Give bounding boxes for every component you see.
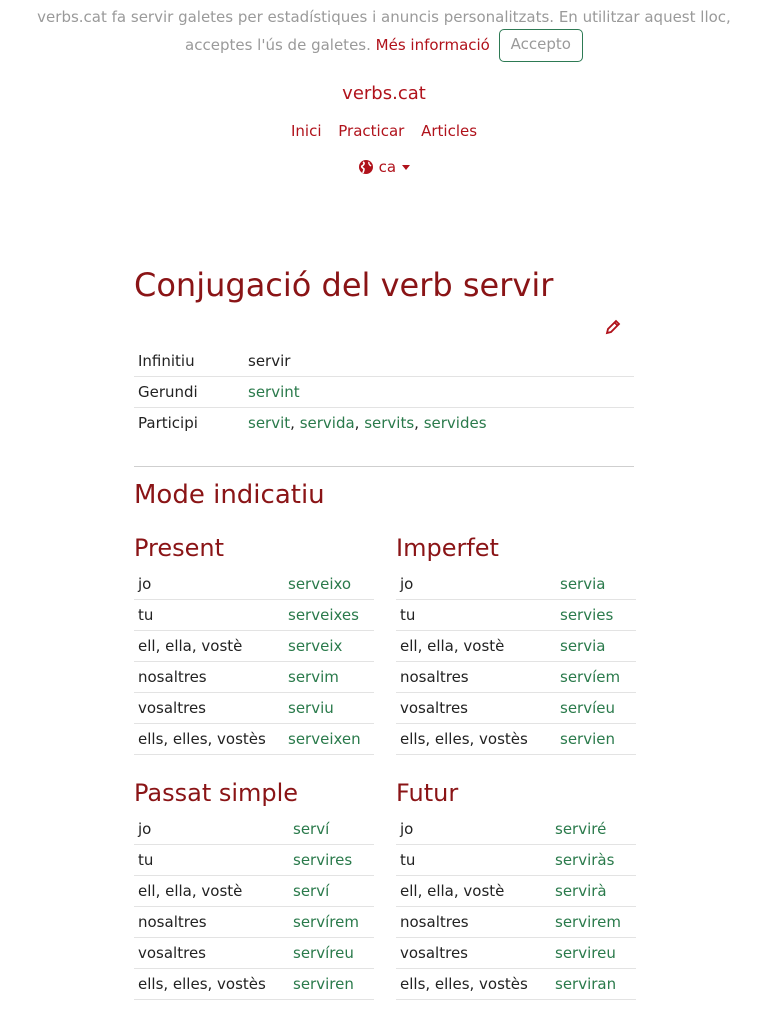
table-row (396, 662, 636, 693)
pronoun: vosaltres (134, 693, 284, 724)
pencil-icon[interactable] (604, 318, 622, 336)
table-row (134, 969, 374, 1000)
tense-title-simple-past: Passat simple (134, 779, 299, 807)
table-row (134, 724, 374, 755)
gerund-label: Gerundi (134, 377, 244, 408)
verb-form: serviré (551, 814, 636, 845)
table-row (134, 845, 374, 876)
nav-practice[interactable]: Practicar (338, 122, 405, 140)
table-row (134, 408, 634, 439)
pronoun: tu (396, 600, 556, 631)
table-row (134, 600, 374, 631)
table-row (396, 845, 636, 876)
tense-title-imperfect: Imperfet (396, 534, 499, 562)
verb-form: serví (289, 814, 374, 845)
more-info-link[interactable]: Més informació (375, 36, 490, 54)
verb-form: servia (556, 631, 636, 662)
globe-icon (358, 159, 374, 175)
verb-form: serveixes (284, 600, 374, 631)
participle-form: servida (299, 414, 355, 432)
table-row (396, 631, 636, 662)
cookie-banner (0, 0, 768, 64)
tense-table-imperfect (396, 569, 636, 755)
nonfinite-forms-table (134, 346, 634, 438)
table-row (396, 969, 636, 1000)
verb-form: serviran (551, 969, 636, 1000)
verb-form: serviren (289, 969, 374, 1000)
tense-title-future: Futur (396, 779, 459, 807)
pronoun: vosaltres (396, 693, 556, 724)
tense-table-future (396, 814, 636, 1000)
table-row (396, 907, 636, 938)
verb-form: servim (284, 662, 374, 693)
table-row (134, 569, 374, 600)
pronoun: tu (134, 845, 289, 876)
table-row (396, 876, 636, 907)
mode-title: Mode indicatiu (134, 480, 325, 510)
table-row (396, 600, 636, 631)
pronoun: ells, elles, vostès (396, 969, 551, 1000)
chevron-down-icon (402, 165, 410, 170)
pronoun: ells, elles, vostès (134, 969, 289, 1000)
infinitive-label: Infinitiu (134, 346, 244, 377)
verb-form: serveix (284, 631, 374, 662)
participle-form: servits (364, 414, 415, 432)
verb-form: servies (556, 600, 636, 631)
pronoun: nosaltres (134, 662, 284, 693)
verb-form: servires (289, 845, 374, 876)
pronoun: tu (396, 845, 551, 876)
page-title: Conjugació del verb servir (134, 266, 554, 304)
table-row (134, 346, 634, 377)
language-code: ca (378, 158, 397, 176)
participle-form: servit (248, 414, 291, 432)
nav-home[interactable]: Inici (290, 122, 322, 140)
accept-cookies-button[interactable]: Accepto (499, 29, 583, 62)
section-divider (134, 466, 634, 467)
table-row (396, 569, 636, 600)
verb-form: servia (556, 569, 636, 600)
verb-form: servirem (551, 907, 636, 938)
table-row (396, 938, 636, 969)
pronoun: jo (134, 569, 284, 600)
table-row (134, 631, 374, 662)
verb-form: servíeu (556, 693, 636, 724)
pronoun: ell, ella, vostè (396, 876, 551, 907)
pronoun: ells, elles, vostès (396, 724, 556, 755)
participle-form: servides (423, 414, 487, 432)
table-row (134, 377, 634, 408)
table-row (134, 907, 374, 938)
verb-form: servíem (556, 662, 636, 693)
table-row (134, 693, 374, 724)
table-row (396, 693, 636, 724)
participle-label: Participi (138, 414, 198, 432)
verb-form: serviràs (551, 845, 636, 876)
pronoun: jo (134, 814, 289, 845)
table-row (134, 938, 374, 969)
pronoun: nosaltres (396, 907, 551, 938)
verb-form: servíreu (289, 938, 374, 969)
gerund-value: servint (244, 377, 634, 408)
pronoun: vosaltres (396, 938, 551, 969)
table-row (134, 662, 374, 693)
table-row (396, 814, 636, 845)
table-row (134, 876, 374, 907)
infinitive-value: servir (244, 346, 634, 377)
verb-form: serviu (284, 693, 374, 724)
pronoun: nosaltres (396, 662, 556, 693)
participle-values: servit, servida, servits, servides (248, 414, 487, 432)
verb-form: serveixo (284, 569, 374, 600)
nav-articles[interactable]: Articles (421, 122, 478, 140)
site-brand[interactable]: verbs.cat (342, 83, 426, 104)
pronoun: tu (134, 600, 284, 631)
pronoun: vosaltres (134, 938, 289, 969)
verb-form: serví (289, 876, 374, 907)
language-selector[interactable] (0, 158, 768, 176)
tense-table-simple-past (134, 814, 374, 1000)
tense-title-present: Present (134, 534, 225, 562)
verb-form: servírem (289, 907, 374, 938)
pronoun: ells, elles, vostès (134, 724, 284, 755)
pronoun: jo (396, 814, 551, 845)
table-row (396, 724, 636, 755)
tense-table-present (134, 569, 374, 755)
verb-form: servireu (551, 938, 636, 969)
table-row (134, 814, 374, 845)
pronoun: jo (396, 569, 556, 600)
main-nav (0, 122, 768, 140)
pronoun: ell, ella, vostè (134, 876, 289, 907)
verb-form: serveixen (284, 724, 374, 755)
verb-form: servirà (551, 876, 636, 907)
cookie-text-2: acceptes l'ús de galetes. (185, 36, 371, 54)
verb-form: servien (556, 724, 636, 755)
pronoun: ell, ella, vostè (396, 631, 556, 662)
pronoun: ell, ella, vostè (134, 631, 284, 662)
pronoun: nosaltres (134, 907, 289, 938)
cookie-text: verbs.cat fa servir galetes per estadístiques i anuncis personalitzats. En utilitzar aquest lloc, (37, 8, 731, 26)
